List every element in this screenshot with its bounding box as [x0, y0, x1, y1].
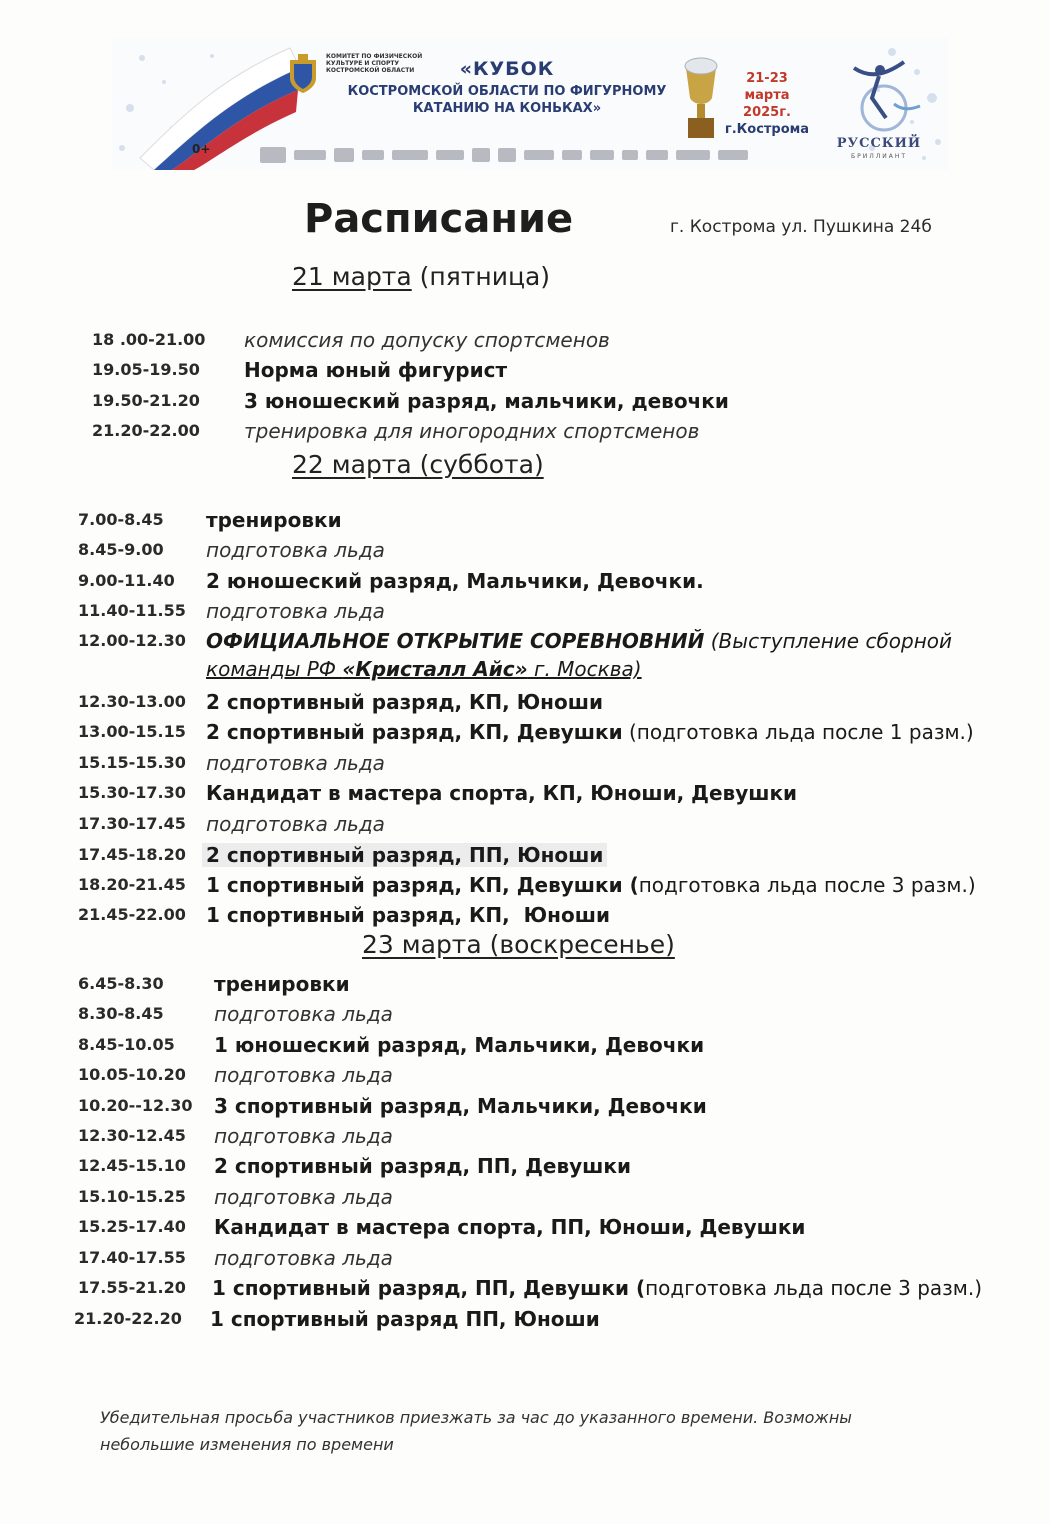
- schedule-row: [78, 1004, 958, 1032]
- schedule-row: [78, 845, 958, 873]
- schedule-row: [78, 1126, 958, 1154]
- day-heading-23: [362, 930, 675, 959]
- partner-logo: [524, 150, 554, 160]
- row-time: 13.00-15.15: [78, 722, 186, 741]
- row-time: 15.15-15.30: [78, 753, 186, 772]
- row-event: [206, 629, 952, 653]
- schedule-row: [78, 1065, 958, 1093]
- committee-label: КОМИТЕТ ПО ФИЗИЧЕСКОЙ КУЛЬТУРЕ И СПОРТУ КОСТРОМСКОЙ ОБЛАСТИ: [326, 53, 423, 74]
- row-time: 15.30-17.30: [78, 783, 186, 802]
- schedule-row-opening: [78, 631, 958, 659]
- schedule-row: [78, 540, 958, 568]
- day-heading-21: [292, 262, 550, 291]
- trophy-icon: [678, 54, 724, 144]
- partner-logo: [622, 150, 638, 160]
- row-event: Норма юный фигурист: [244, 358, 508, 382]
- row-time: 6.45-8.30: [78, 974, 164, 993]
- figure-skater-icon: [824, 48, 934, 138]
- partner-logo: [718, 150, 748, 160]
- schedule-row: [78, 783, 958, 811]
- brand-logo-text: РУССКИЙ: [836, 136, 922, 151]
- cup-title: [317, 58, 697, 116]
- venue-address: г. Кострома ул. Пушкина 24б: [670, 217, 932, 237]
- row-event-main: 2 спортивный разряд, КП, Девушки: [206, 720, 623, 744]
- row-event: 2 спортивный разряд, КП, Юноши: [206, 690, 603, 714]
- row-event: подготовка льда: [206, 538, 385, 562]
- row-time: 11.40-11.55: [78, 601, 186, 620]
- schedule-row: [78, 873, 976, 903]
- row-event: тренировки: [206, 508, 342, 532]
- row-time: 19.05-19.50: [92, 360, 200, 379]
- partner-logo: [294, 150, 326, 160]
- schedule-row: [78, 753, 958, 781]
- schedule-row: [78, 571, 958, 599]
- schedule-row: [78, 1217, 958, 1245]
- row-time: 15.25-17.40: [78, 1217, 186, 1236]
- schedule-row: [74, 1309, 954, 1337]
- row-event-note: (подготовка льда после 1 разм.): [628, 720, 974, 744]
- row-event: подготовка льда: [214, 1124, 393, 1148]
- row-time: 17.45-18.20: [78, 845, 186, 864]
- brand-logo-subtext: БРИЛЛИАНТ: [850, 153, 907, 160]
- schedule-row: [78, 1035, 958, 1063]
- cup-title-line1: «КУБОК: [459, 58, 555, 80]
- partner-logo: [646, 150, 668, 160]
- row-event: подготовка льда: [206, 812, 385, 836]
- partner-logo: [362, 150, 384, 160]
- row-time: 10.05-10.20: [78, 1065, 186, 1084]
- row-time: 8.45-9.00: [78, 540, 164, 559]
- row-time: 12.30-12.45: [78, 1126, 186, 1145]
- partner-logo: [260, 147, 286, 163]
- row-event: [206, 843, 607, 867]
- page-title: Расписание: [304, 196, 574, 242]
- footer-note: Убедительная просьба участников приезжать за час до указанного времени. Возможны небольшие изменения по времени: [100, 1408, 852, 1454]
- cup-title-line2: КОСТРОМСКОЙ ОБЛАСТИ ПО ФИГУРНОМУ: [347, 84, 667, 99]
- row-time: 17.55-21.20: [78, 1278, 186, 1297]
- highlighted-event: 2 спортивный разряд, ПП, Юноши: [202, 843, 607, 867]
- schedule-row: [78, 1187, 958, 1215]
- row-event: подготовка льда: [206, 599, 385, 623]
- row-time: 18.20-21.45: [78, 875, 186, 894]
- dates-range: 21-23: [746, 71, 788, 86]
- partner-logos: [260, 146, 820, 164]
- row-time: 12.00-12.30: [78, 631, 186, 650]
- row-event: 2 спортивный разряд, ПП, Девушки: [214, 1154, 631, 1178]
- row-time: 21.20-22.20: [74, 1309, 182, 1328]
- row-event: тренировка для иногородних спортсменов: [244, 419, 700, 443]
- schedule-row: [92, 421, 792, 449]
- schedule-row: [78, 1276, 983, 1306]
- schedule-row: [78, 814, 958, 842]
- partner-logo: [472, 148, 490, 162]
- row-event: комиссия по допуску спортсменов: [244, 328, 610, 352]
- row-time: 18 .00-21.00: [92, 330, 206, 349]
- schedule-row: [78, 1096, 958, 1124]
- row-event: 1 юношеский разряд, Мальчики, Девочки: [214, 1033, 705, 1057]
- schedule-row: [92, 330, 792, 358]
- row-time: 19.50-21.20: [92, 391, 200, 410]
- coat-of-arms-icon: [286, 54, 320, 94]
- day-heading-date: 22 марта (суббота): [292, 450, 544, 479]
- schedule-row: [78, 1156, 958, 1184]
- partner-logo: [334, 148, 354, 162]
- row-event: тренировки: [214, 972, 350, 996]
- row-event: подготовка льда: [214, 1063, 393, 1087]
- schedule-row: [92, 391, 792, 419]
- row-time: 17.40-17.55: [78, 1248, 186, 1267]
- row-time: 12.45-15.10: [78, 1156, 186, 1175]
- cup-title-line3: КАТАНИЮ НА КОНЬКАХ»: [412, 101, 602, 116]
- partner-logo: [676, 150, 710, 160]
- day-heading-weekday: (пятница): [419, 262, 551, 291]
- row-event-note: подготовка льда после 3 разм.): [645, 1276, 983, 1300]
- partner-logo: [562, 150, 582, 160]
- opening-team-city: г. Москва): [527, 657, 642, 681]
- schedule-row: [92, 360, 792, 388]
- dates-city: г.Кострома: [724, 122, 810, 137]
- row-event: подготовка льда: [214, 1185, 393, 1209]
- row-event: [212, 1276, 982, 1300]
- dates-month: марта 2025г.: [743, 88, 791, 120]
- row-time: 12.30-13.00: [78, 692, 186, 711]
- row-time: 7.00-8.45: [78, 510, 164, 529]
- schedule-row: [78, 1248, 958, 1276]
- age-rating: 0+: [192, 142, 211, 156]
- row-event: подготовка льда: [206, 751, 385, 775]
- schedule-row: [78, 720, 974, 750]
- row-event: Кандидат в мастера спорта, КП, Юноши, Девушки: [206, 781, 798, 805]
- row-time: 9.00-11.40: [78, 571, 175, 590]
- schedule-row: [78, 692, 958, 720]
- schedule-row: [78, 601, 958, 629]
- schedule-row: [78, 974, 958, 1002]
- schedule-row: [78, 510, 958, 538]
- row-time: 10.20--12.30: [78, 1096, 193, 1115]
- partner-logo: [498, 148, 516, 162]
- opening-ceremony-title: ОФИЦИАЛЬНОЕ ОТКРЫТИЕ СОРЕВНОВНИЙ: [206, 629, 705, 653]
- opening-ceremony-note: (Выступление сборной: [710, 629, 953, 653]
- event-dates: [722, 70, 812, 138]
- event-banner: [112, 38, 948, 170]
- day-heading-date: 21 марта: [292, 262, 412, 291]
- row-event: 3 спортивный разряд, Мальчики, Девочки: [214, 1094, 707, 1118]
- row-event: подготовка льда: [214, 1246, 393, 1270]
- partner-logo: [436, 150, 464, 160]
- day-heading-22: [292, 450, 544, 479]
- row-event: 2 юношеский разряд, Мальчики, Девочки.: [206, 569, 704, 593]
- opening-team-name: «Кристалл Айс»: [342, 657, 528, 681]
- row-event: [206, 720, 974, 744]
- opening-ceremony-continuation: [206, 657, 642, 681]
- row-event-note: подготовка льда после 3 разм.): [638, 873, 976, 897]
- row-event: 3 юношеский разряд, мальчики, девочки: [244, 389, 729, 413]
- row-event-main: 1 спортивный разряд, ПП, Девушки (: [212, 1276, 646, 1300]
- schedule-row: [78, 905, 958, 933]
- day-heading-date: 23 марта (воскресенье): [362, 930, 675, 959]
- row-event: 1 спортивный разряд, КП, Юноши: [206, 903, 610, 927]
- row-event: [206, 873, 976, 897]
- row-time: 8.30-8.45: [78, 1004, 164, 1023]
- row-time: 17.30-17.45: [78, 814, 186, 833]
- row-time: 15.10-15.25: [78, 1187, 186, 1206]
- row-event-main: 1 спортивный разряд, КП, Девушки (: [206, 873, 639, 897]
- row-event: подготовка льда: [214, 1002, 393, 1026]
- row-time: 21.45-22.00: [78, 905, 186, 924]
- row-event: Кандидат в мастера спорта, ПП, Юноши, Девушки: [214, 1215, 806, 1239]
- row-time: 21.20-22.00: [92, 421, 200, 440]
- partner-logo: [590, 150, 614, 160]
- opening-team-prefix: команды РФ: [206, 657, 343, 681]
- row-time: 8.45-10.05: [78, 1035, 175, 1054]
- row-event: 1 спортивный разряд ПП, Юноши: [210, 1307, 600, 1331]
- partner-logo: [392, 150, 428, 160]
